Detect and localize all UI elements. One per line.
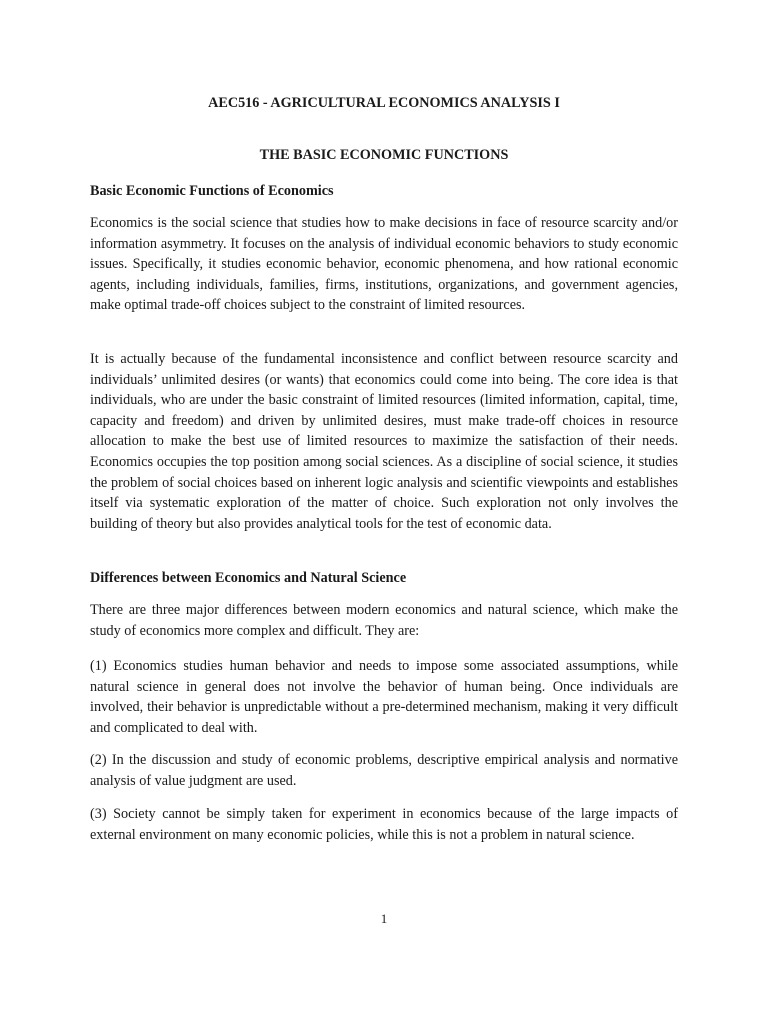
list-item-difference-2: (2) In the discussion and study of economic problems, descriptive empirical analysis and normative analysis of value judgment are used. <box>90 752 678 789</box>
list-item-difference-3: (3) Society cannot be simply taken for experiment in economics because of the large impacts of external environment on many economic policies, while this is not a problem in natural science. <box>90 806 678 843</box>
list-item-difference-1: (1) Economics studies human behavior and needs to impose some associated assumptions, while natural science in general does not involve the behavior of human being. Once individuals are involved, their behavior is unpredictable without a pre-determined mechanism, making it very difficult and complicated to deal with. <box>90 658 678 736</box>
page-number: 1 <box>380 911 388 926</box>
heading-differences: Differences between Economics and Natural Science <box>90 570 407 586</box>
paragraph-definition: Economics is the social science that studies how to make decisions in face of resource scarcity and/or information asymmetry. It focuses on the analysis of individual economic behaviors to study economic issues. Specifically, it studies economic behavior, economic phenomena, and how rational economic agents, including individuals, families, firms, institutions, organizations, and government agencies, make optimal trade-off choices subject to the constraint of limited resources. <box>90 215 678 314</box>
paragraph-differences-intro: There are three major differences between modern economics and natural science, which make the study of economics more complex and difficult. They are: <box>90 602 678 639</box>
heading-basic-functions: Basic Economic Functions of Economics <box>90 183 334 199</box>
section-title: THE BASIC ECONOMIC FUNCTIONS <box>259 147 509 163</box>
course-title: AEC516 - AGRICULTURAL ECONOMICS ANALYSIS I <box>208 95 560 111</box>
paragraph-scarcity: It is actually because of the fundamental inconsistence and conflict between resource scarcity and individuals’ unlimited desires (or wants) that economics could come into being. The core idea is that individuals, who are under the basic constraint of limited resources (limited information, capital, time, capacity and freedom) and driven by unlimited desires, must make trade-off choices in resource allocation to make the best use of limited resources to maximize the satisfaction of their needs. Economics occupies the top position among social sciences. As a discipline of social science, it studies the problem of social choices based on inherent logic analysis and scientific viewpoints and establishes itself via systematic exploration of the matter of choice. Such exploration not only involves the building of theory but also provides analytical tools for the test of economic data. <box>90 351 678 532</box>
